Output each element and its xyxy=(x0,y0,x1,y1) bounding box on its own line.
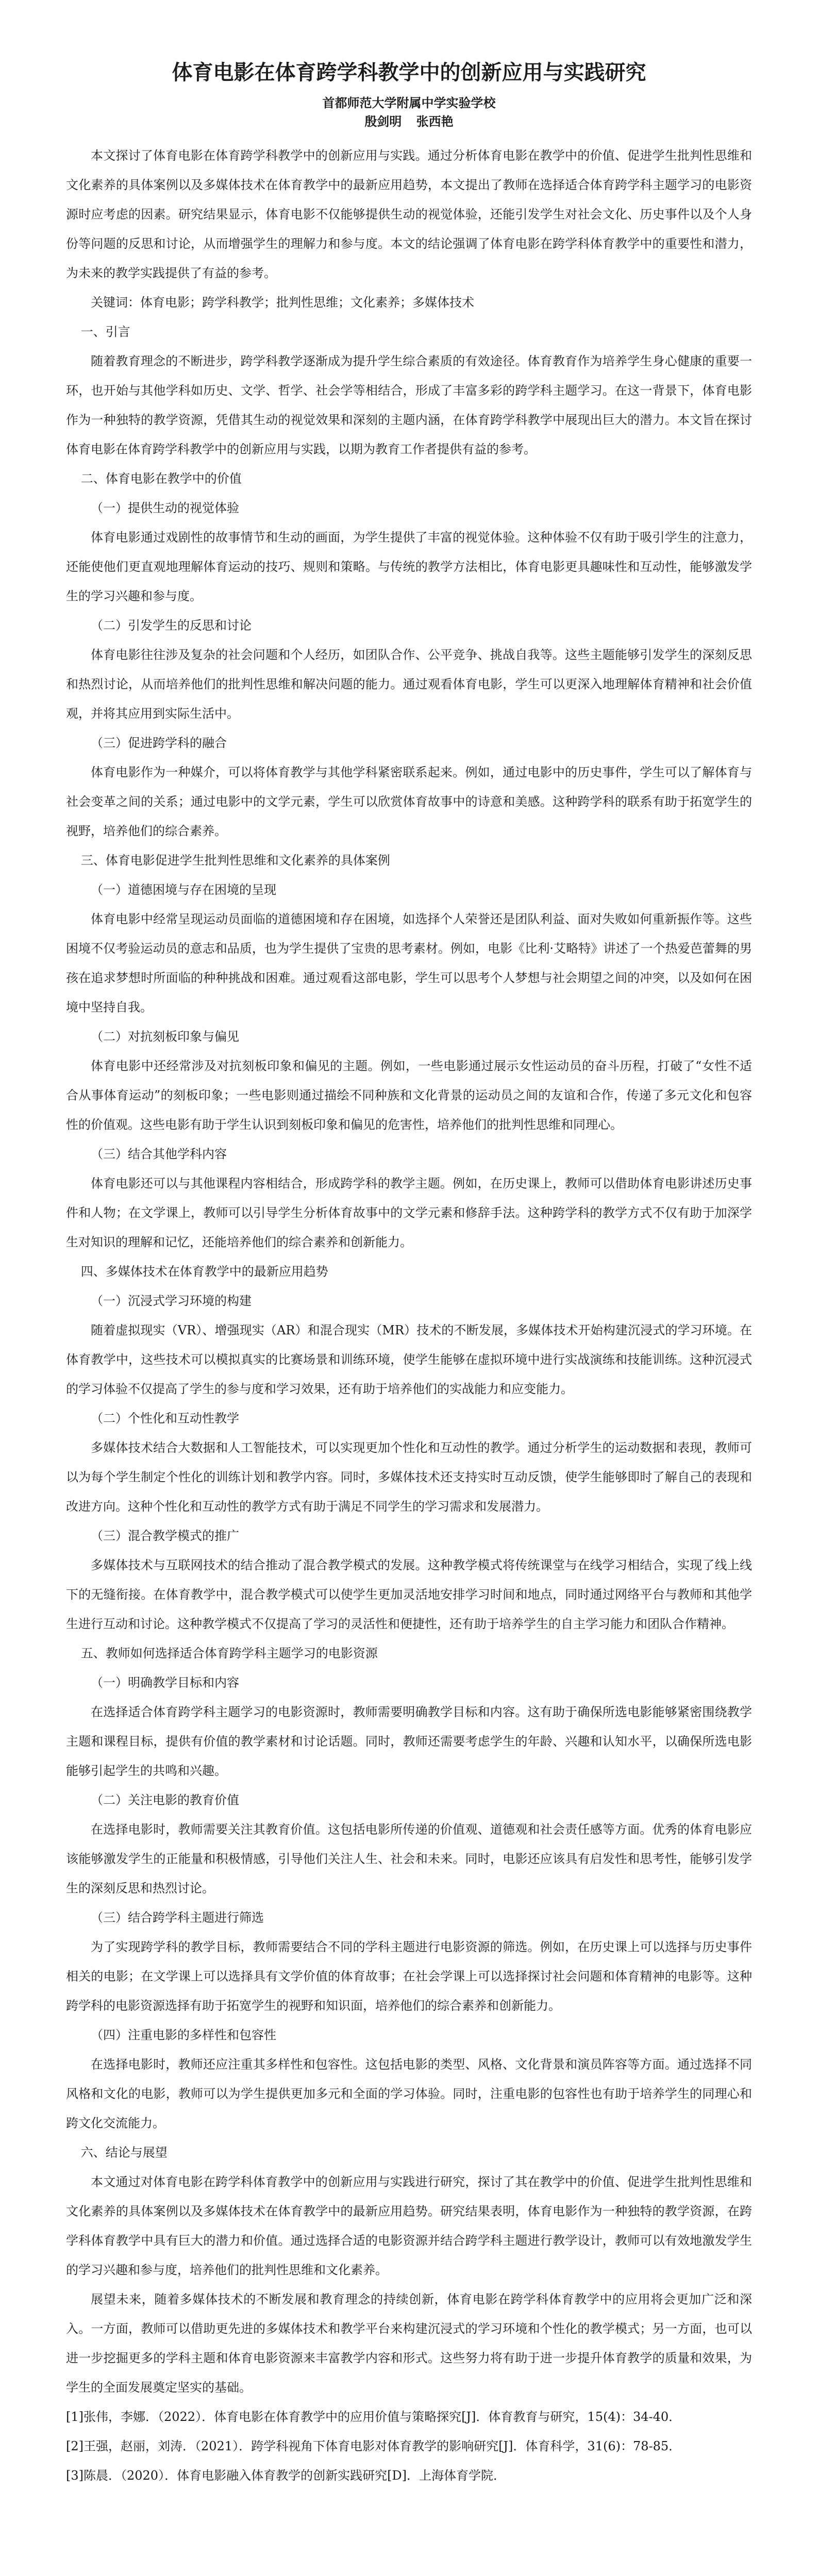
abstract: 本文探讨了体育电影在体育跨学科教学中的创新应用与实践。通过分析体育电影在教学中的价值、促进学生批判性思维和文化素养的具体案例以及多媒体技术在体育教学中的最新应用趋势，本文提出了教师在选择适合体育跨学科主题学习的电影资源时应考虑的因素。研究结果显示，体育电影不仅能够提供生动的视觉体验，还能引发学生对社会文化、历史事件以及个人身份等问题的反思和讨论，从而增强学生的理解力和参与度。本文的结论强调了体育电影在跨学科体育教学中的重要性和潜力，为未来的教学实践提供了有益的参考。 xyxy=(66,148,752,280)
body-paragraph: 体育电影作为一种媒介，可以将体育教学与其他学科紧密联系起来。例如，通过电影中的历史事件，学生可以了解体育与社会变革之间的关系；通过电影中的文学元素，学生可以欣赏体育故事中的诗意和美感。这种跨学科的联系有助于拓宽学生的视野，培养他们的综合素养。 xyxy=(66,765,752,838)
body-paragraph: 在选择电影时，教师需要关注其教育价值。这包括电影所传递的价值观、道德观和社会责任感等方面。优秀的体育电影应该能够激发学生的正能量和积极情感，引导他们关注人生、社会和未来。同时，电影还应该具有启发性和思考性，能够引发学生的深刻反思和热烈讨论。 xyxy=(66,1822,752,1895)
body-paragraph: 体育电影中经常呈现运动员面临的道德困境和存在困境，如选择个人荣誉还是团队利益、面对失败如何重新振作等。这些困境不仅考验运动员的意志和品质，也为学生提供了宝贵的思考素材。例如，电影《比利·艾略特》讲述了一个热爱芭蕾舞的男孩在追求梦想时所面临的种种挑战和困难。通过观看这部电影，学生可以思考个人梦想与社会期望之间的冲突，以及如何在困境中坚持自我。 xyxy=(66,912,752,1014)
section-heading: 二、体育电影在教学中的价值 xyxy=(80,471,242,486)
body-paragraph: 本文通过对体育电影在跨学科体育教学中的创新应用与实践进行研究，探讨了其在教学中的价值、促进学生批判性思维和文化素养的具体案例以及多媒体技术在体育教学中的最新应用趋势。研究结果表明，体育电影作为一种独特的教学资源，在跨学科体育教学中具有巨大的潜力和价值。通过选择合适的电影资源并结合跨学科主题进行教学设计，教师可以有效地激发学生的学习兴趣和参与度，培养他们的批判性思维和文化素养。 xyxy=(66,2175,752,2277)
section-heading: 一、引言 xyxy=(80,325,130,339)
affiliation: 首都师范大学附属中学实验学校 xyxy=(322,95,496,110)
subsection-heading: （二）关注电影的教育价值 xyxy=(91,1793,239,1807)
section-heading: 三、体育电影促进学生批判性思维和文化素养的具体案例 xyxy=(80,853,390,868)
subsection-heading: （二）对抗刻板印象与偏见 xyxy=(91,1029,239,1044)
body-paragraph: 体育电影往往涉及复杂的社会问题和个人经历，如团队合作、公平竞争、挑战自我等。这些主题能够引发学生的深刻反思和热烈讨论，从而培养他们的批判性思维和解决问题的能力。通过观看体育电影，学生可以更深入地理解体育精神和社会价值观，并将其应用到实际生活中。 xyxy=(66,648,752,721)
section-heading: 五、教师如何选择适合体育跨学科主题学习的电影资源 xyxy=(80,1646,378,1660)
subsection-heading: （四）注重电影的多样性和包容性 xyxy=(91,2028,276,2042)
body-paragraph: 体育电影通过戏剧性的故事情节和生动的画面，为学生提供了丰富的视觉体验。这种体验不仅有助于吸引学生的注意力，还能使他们更直观地理解体育运动的技巧、规则和策略。与传统的教学方法相比，体育电影更具趣味性和互动性，能够激发学生的学习兴趣和参与度。 xyxy=(66,530,752,603)
subsection-heading: （三）混合教学模式的推广 xyxy=(91,1529,239,1543)
author-list xyxy=(66,112,752,131)
reference-list xyxy=(66,2402,752,2490)
paper-body xyxy=(66,317,752,2402)
subsection-heading: （二）引发学生的反思和讨论 xyxy=(91,618,252,633)
paper-title: 体育电影在体育跨学科教学中的创新应用与实践研究 xyxy=(172,60,646,84)
subsection-heading: （三）结合其他学科内容 xyxy=(91,1147,227,1161)
body-paragraph: 体育电影中还经常涉及对抗刻板印象和偏见的主题。例如，一些电影通过展示女性运动员的奋斗历程，打破了“女性不适合从事体育运动”的刻板印象；一些电影则通过描绘不同种族和文化背景的运动员之间的友谊和合作，传递了多元文化和包容性的价值观。这些电影有助于学生认识到刻板印象和偏见的危害性，培养他们的批判性思维和同理心。 xyxy=(66,1059,752,1132)
body-paragraph: 在选择适合体育跨学科主题学习的电影资源时，教师需要明确教学目标和内容。这有助于确保所选电影能够紧密围绕教学主题和课程目标，提供有价值的教学素材和讨论话题。同时，教师还需要考虑学生的年龄、兴趣和认知水平，以确保所选电影能够引起学生的共鸣和兴趣。 xyxy=(66,1705,752,1778)
author-name: 张西艳 xyxy=(416,114,454,129)
body-paragraph: 多媒体技术结合大数据和人工智能技术，可以实现更加个性化和互动性的教学。通过分析学生的运动数据和表现，教师可以为每个学生制定个性化的训练计划和教学内容。同时，多媒体技术还支持实时互动反馈，使学生能够即时了解自己的表现和改进方向。这种个性化和互动性的教学方式有助于满足不同学生的学习需求和发展潜力。 xyxy=(66,1440,752,1514)
subsection-heading: （一）提供生动的视觉体验 xyxy=(91,501,239,515)
body-paragraph: 为了实现跨学科的教学目标，教师需要结合不同的学科主题进行电影资源的筛选。例如，在历史课上可以选择与历史事件相关的电影；在文学课上可以选择具有文学价值的体育故事；在社会学课上可以选择探讨社会问题和体育精神的电影等。这种跨学科的电影资源选择有助于拓宽学生的视野和知识面，培养他们的综合素养和创新能力。 xyxy=(66,1940,752,2013)
keywords: 关键词：体育电影；跨学科教学；批判性思维；文化素养；多媒体技术 xyxy=(91,295,474,310)
subsection-heading: （二）个性化和互动性教学 xyxy=(91,1411,239,1426)
reference-item: [2]王强，赵丽，刘涛．（2021）．跨学科视角下体育电影对体育教学的影响研究[J]．体育科学，31(6)：78-85． xyxy=(66,2439,681,2453)
body-paragraph: 随着教育理念的不断进步，跨学科教学逐渐成为提升学生综合素质的有效途径。体育教育作为培养学生身心健康的重要一环，也开始与其他学科如历史、文学、哲学、社会学等相结合，形成了丰富多彩的跨学科主题学习。在这一背景下，体育电影作为一种独特的教学资源，凭借其生动的视觉效果和深刻的主题内涵，在体育跨学科教学中展现出巨大的潜力。本文旨在探讨体育电影在体育跨学科教学中的创新应用与实践，以期为教育工作者提供有益的参考。 xyxy=(66,354,752,456)
body-paragraph: 随着虚拟现实（VR）、增强现实（AR）和混合现实（MR）技术的不断发展，多媒体技术开始构建沉浸式的学习环境。在体育教学中，这些技术可以模拟真实的比赛场景和训练环境，使学生能够在虚拟环境中进行实战演练和技能训练。这种沉浸式的学习体验不仅提高了学生的参与度和学习效果，还有助于培养他们的实战能力和应变能力。 xyxy=(66,1323,752,1396)
reference-item: [3]陈晨．（2020）．体育电影融入体育教学的创新实践研究[D]．上海体育学院． xyxy=(66,2468,506,2483)
section-heading: 六、结论与展望 xyxy=(80,2145,168,2160)
body-paragraph: 体育电影还可以与其他课程内容相结合，形成跨学科的教学主题。例如，在历史课上，教师可以借助体育电影讲述历史事件和人物；在文学课上，教师可以引导学生分析体育故事中的文学元素和修辞手法。这种跨学科的教学方式不仅有助于加深学生对知识的理解和记忆，还能培养他们的综合素养和创新能力。 xyxy=(66,1176,752,1249)
subsection-heading: （一）道德困境与存在困境的呈现 xyxy=(91,883,276,897)
subsection-heading: （三）结合跨学科主题进行筛选 xyxy=(91,1910,264,1925)
author-name: 殷剑明 xyxy=(364,114,402,129)
body-paragraph: 展望未来，随着多媒体技术的不断发展和教育理念的持续创新，体育电影在跨学科体育教学中的应用将会更加广泛和深入。一方面，教师可以借助更先进的多媒体技术和教学平台来构建沉浸式的学习环境和个性化的教学模式；另一方面，也可以进一步挖掘更多的学科主题和体育电影资源来丰富教学内容和形式。这些努力将有助于进一步提升体育教学的质量和效果，为学生的全面发展奠定坚实的基础。 xyxy=(66,2292,752,2395)
subsection-heading: （一）沉浸式学习环境的构建 xyxy=(91,1294,252,1308)
subsection-heading: （一）明确教学目标和内容 xyxy=(91,1675,239,1690)
subsection-heading: （三）促进跨学科的融合 xyxy=(91,736,227,750)
body-paragraph: 在选择电影时，教师还应注重其多样性和包容性。这包括电影的类型、风格、文化背景和演员阵容等方面。通过选择不同风格和文化的电影，教师可以为学生提供更加多元和全面的学习体验。同时，注重电影的包容性也有助于培养学生的同理心和跨文化交流能力。 xyxy=(66,2057,752,2130)
body-paragraph: 多媒体技术与互联网技术的结合推动了混合教学模式的发展。这种教学模式将传统课堂与在线学习相结合，实现了线上线下的无缝衔接。在体育教学中，混合教学模式可以使学生更加灵活地安排学习时间和地点，同时通过网络平台与教师和其他学生进行互动和讨论。这种教学模式不仅提高了学习的灵活性和便捷性，还有助于培养学生的自主学习能力和团队合作精神。 xyxy=(66,1558,752,1631)
section-heading: 四、多媒体技术在体育教学中的最新应用趋势 xyxy=(80,1264,328,1279)
reference-item: [1]张伟，李娜．（2022）．体育电影在体育教学中的应用价值与策略探究[J]．体育教育与研究，15(4)：34-40． xyxy=(66,2410,681,2424)
